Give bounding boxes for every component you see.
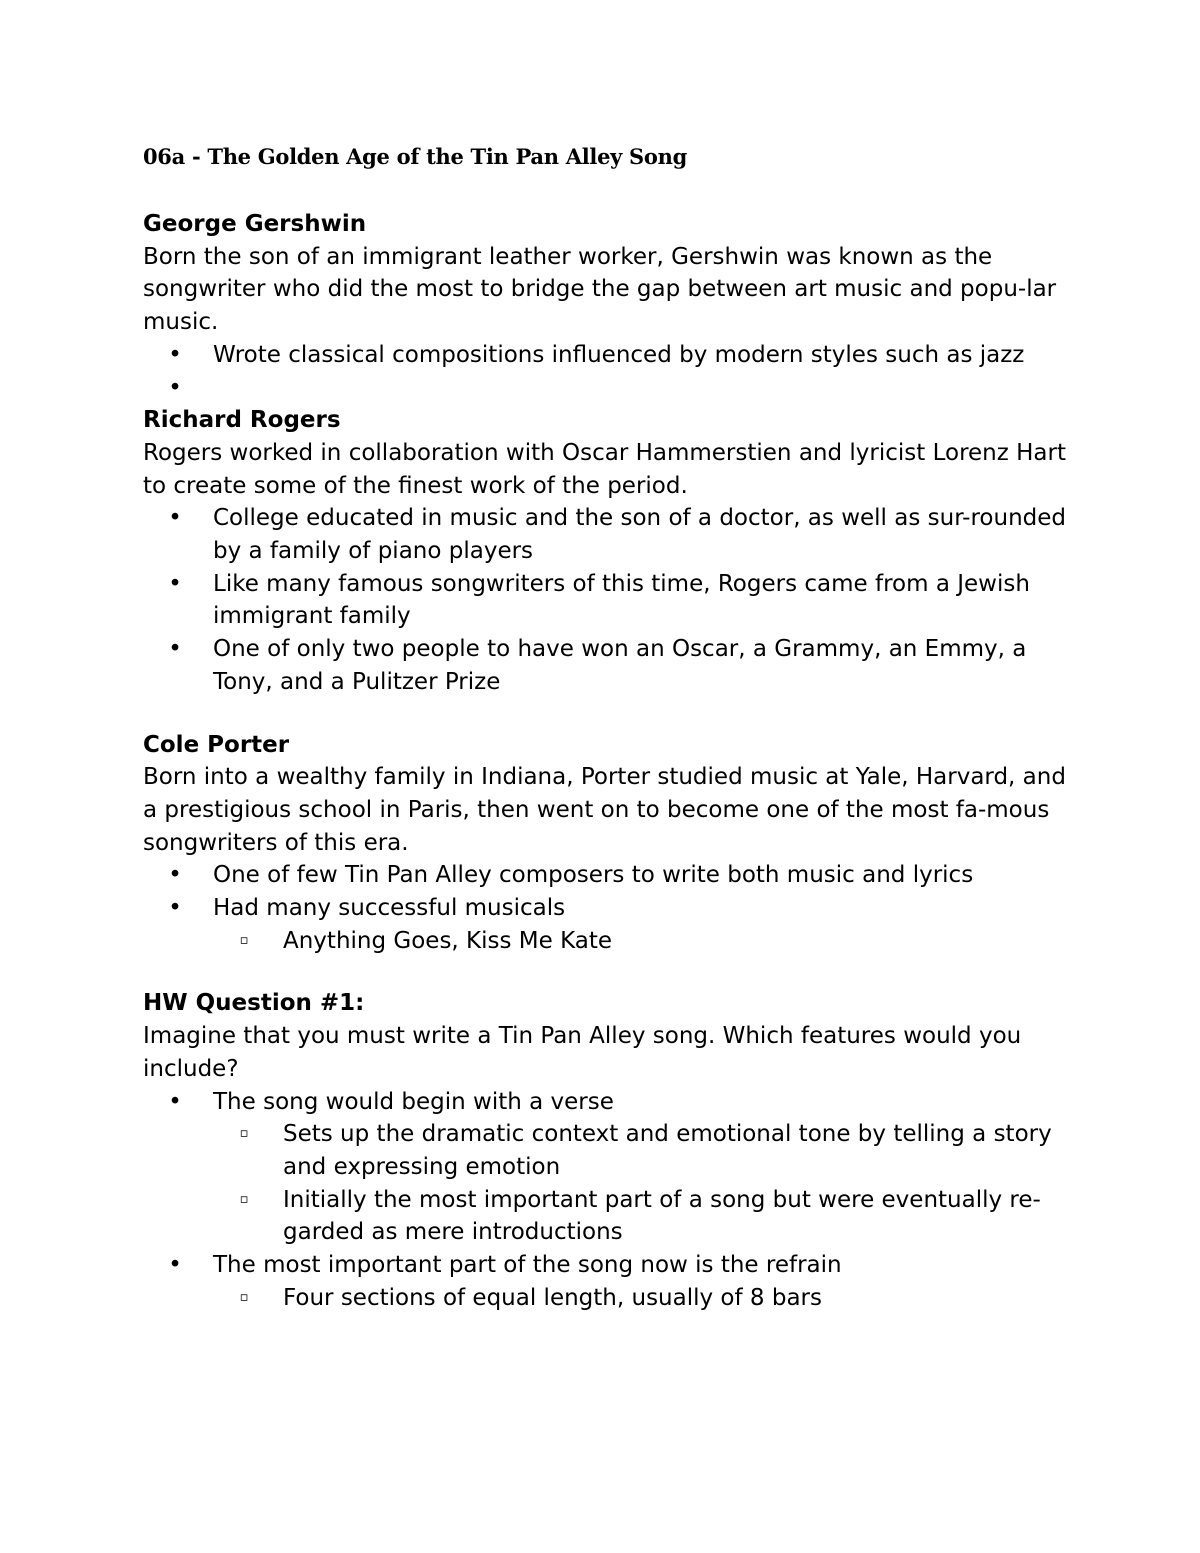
bullet-icon: • [168,862,182,889]
list-item [143,339,1083,372]
sub-list-item [213,1118,1083,1183]
sub-bullet-icon: ▫ [239,1191,249,1207]
section-gershwin [143,208,1083,404]
section-hw-question [143,987,1083,1314]
bullet-list-hw [143,1086,1083,1315]
bullet-icon: • [168,374,182,401]
sub-list-item [213,925,1083,958]
list-item-text: The most important part of the song now is the refrain [213,1252,842,1279]
list-item-text: Had many successful musicals [213,895,566,922]
spacer [143,699,1083,729]
document-page [143,142,1083,1315]
bullet-icon: • [168,895,182,922]
bullet-list-gershwin [143,339,1083,404]
list-item [143,892,1083,957]
list-item-text: The song would begin with a verse [213,1088,614,1115]
bullet-icon: • [168,505,182,532]
sub-bullet-icon: ▫ [239,932,249,948]
list-item [143,633,1083,698]
document-title: 06a - The Golden Age of the Tin Pan Alley Song [143,144,687,169]
sub-list-verse [213,1118,1083,1249]
bullet-list-rogers [143,502,1083,698]
paragraph-gershwin: Born the son of an immigrant leather worker, Gershwin was known as the songwriter who did the most to bridge the gap between art music and popu-lar music. [143,243,1057,336]
sub-list-refrain [213,1282,1083,1315]
bullet-icon: • [168,1088,182,1115]
sub-list-item [213,1184,1083,1249]
heading-porter: Cole Porter [143,731,290,758]
bullet-icon: • [168,570,182,597]
paragraph-hw-question: Imagine that you must write a Tin Pan Alley song. Which features would you include? [143,1023,1022,1082]
sub-bullet-icon: ▫ [239,1289,249,1305]
sub-list-item-text: Initially the most important part of a song but were eventually re-garded as mere introductions [283,1186,1041,1246]
sub-list-porter [213,925,1083,958]
list-item-empty [143,372,1083,405]
list-item-text: Like many famous songwriters of this time, Rogers came from a Jewish immigrant family [213,570,1030,630]
spacer [143,957,1083,987]
bullet-icon: • [168,1252,182,1279]
sub-list-item-text: Sets up the dramatic context and emotional tone by telling a story and expressing emotion [283,1121,1052,1180]
list-item-text: Wrote classical compositions influenced by modern styles such as jazz [213,341,1025,368]
bullet-list-porter [143,859,1083,957]
list-item [143,1086,1083,1250]
list-item-text: One of only two people to have won an Oscar, a Grammy, an Emmy, a Tony, and a Pulitzer Prize [213,636,1027,695]
section-porter [143,729,1083,958]
bullet-icon: • [168,341,182,368]
sub-list-item [213,1282,1083,1315]
paragraph-rogers: Rogers worked in collaboration with Oscar Hammerstien and lyricist Lorenz Hart to create some of the finest work of the period. [143,439,1066,499]
bullet-icon: • [168,636,182,663]
sub-list-item-text: Anything Goes, Kiss Me Kate [283,927,613,954]
list-item [143,859,1083,892]
list-item [143,502,1083,567]
heading-hw-question: HW Question #1: [143,990,365,1017]
list-item-text: College educated in music and the son of a doctor, as well as sur-rounded by a family of piano players [213,505,1067,565]
list-item-text: One of few Tin Pan Alley composers to write both music and lyrics [213,862,974,889]
heading-gershwin: George Gershwin [143,211,367,237]
sub-bullet-icon: ▫ [239,1126,249,1142]
heading-rogers: Richard Rogers [143,407,341,434]
paragraph-porter: Born into a wealthy family in Indiana, Porter studied music at Yale, Harvard, and a prestigious school in Paris, then went on to become one of the most fa-mous songwriters of this era. [143,764,1066,856]
list-item [143,1249,1083,1314]
sub-list-item-text: Four sections of equal length, usually of 8 bars [283,1284,822,1311]
list-item [143,568,1083,633]
section-rogers [143,404,1083,698]
